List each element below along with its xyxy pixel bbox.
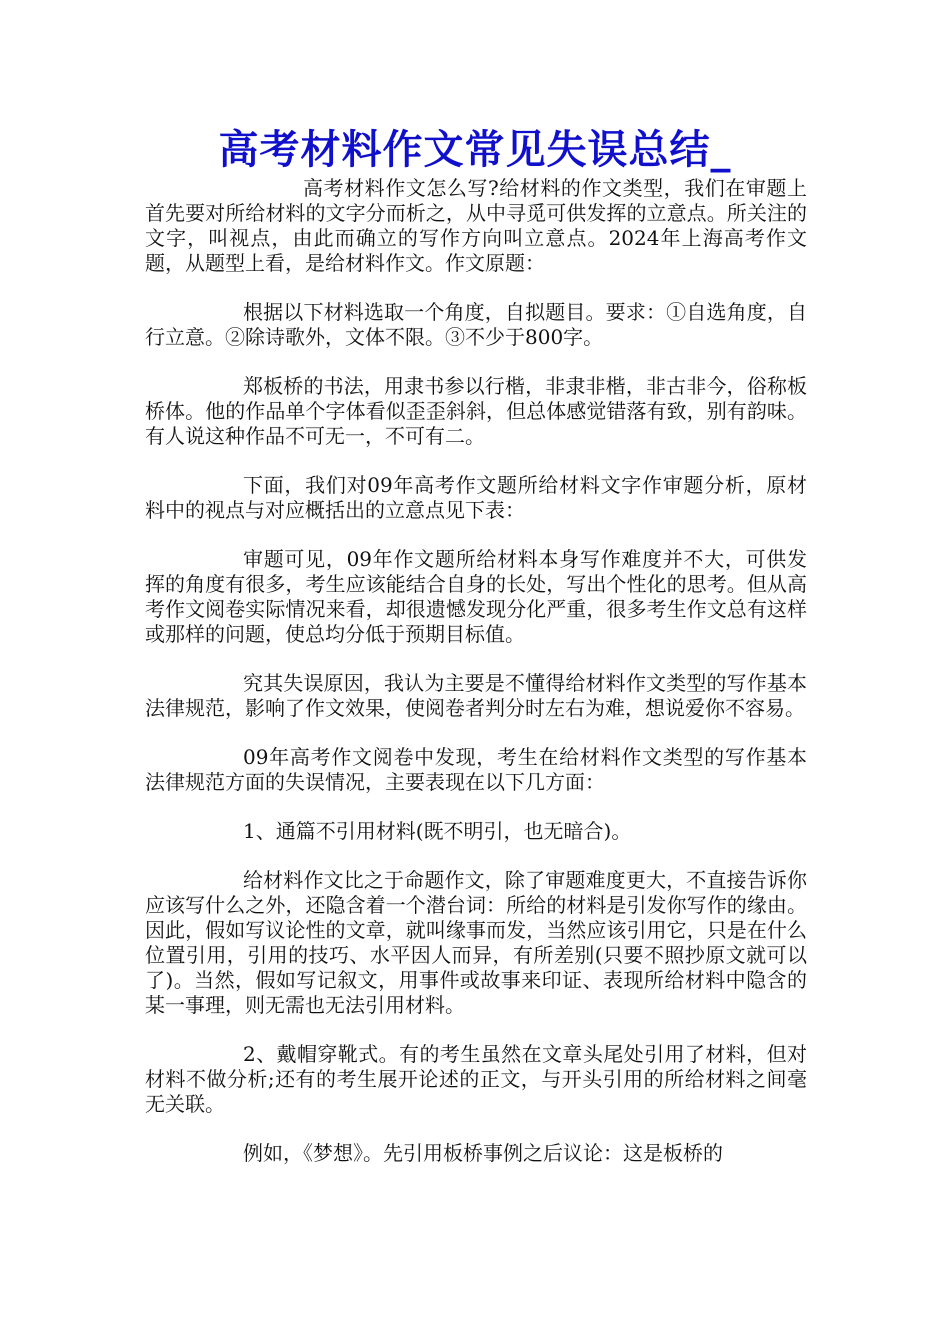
- paragraph-point-1: 1、通篇不引用材料(既不明引，也无暗合)。: [243, 819, 632, 843]
- paragraph-intro: 高考材料作文怎么写?给材料的作文类型，我们在审题上首先要对所给材料的文字分而析之，从中寻觅可供发挥的立意点。所关注的文字，叫视点，由此而确立的写作方向叫立意点。2024年上海高考作文题，从题型上看，是给材料作文。作文原题：: [145, 176, 807, 275]
- document-title: 高考材料作文常见失误总结_: [218, 126, 732, 173]
- paragraph-analysis-intro: 下面，我们对09年高考作文题所给材料文字作审题分析，原材料中的视点与对应概括出的立意点见下表：: [145, 473, 807, 522]
- paragraph-requirements: 根据以下材料选取一个角度，自拟题目。要求：①自选角度，自行立意。②除诗歌外，文体不限。③不少于800字。: [145, 300, 807, 349]
- paragraph-material: 郑板桥的书法，用隶书参以行楷，非隶非楷，非古非今，俗称板桥体。他的作品单个字体看似歪歪斜斜，但总体感觉错落有致，别有韵味。有人说这种作品不可无一，不可有二。: [145, 374, 807, 448]
- paragraph-findings: 09年高考作文阅卷中发现，考生在给材料作文类型的写作基本法律规范方面的失误情况，主要表现在以下几方面：: [145, 745, 807, 794]
- paragraph-example: 例如，《梦想》。先引用板桥事例之后议论：这是板桥的: [243, 1141, 723, 1165]
- paragraph-point-1-detail: 给材料作文比之于命题作文，除了审题难度更大，不直接告诉你应该写什么之外，还隐含着一个潜台词：所给的材料是引发你写作的缘由。因此，假如写议论性的文章，就叫缘事而发，当然应该引用它，只是在什么位置引用，引用的技巧、水平因人而异，有所差别(只要不照抄原文就可以了)。当然，假如写记叙文，用事件或故事来印证、表现所给材料中隐含的某一事理，则无需也无法引用材料。: [145, 868, 807, 1017]
- paragraph-reason: 究其失误原因，我认为主要是不懂得给材料作文类型的写作基本法律规范，影响了作文效果，使阅卷者判分时左右为难，想说爱你不容易。: [145, 671, 807, 720]
- document-body: [145, 176, 807, 1166]
- paragraph-point-2: 2、戴帽穿靴式。有的考生虽然在文章头尾处引用了材料，但对材料不做分析;还有的考生展开论述的正文，与开头引用的所给材料之间毫无关联。: [145, 1042, 807, 1116]
- paragraph-analysis: 审题可见，09年作文题所给材料本身写作难度并不大，可供发挥的角度有很多，考生应该能结合自身的长处，写出个性化的思考。但从高考作文阅卷实际情况来看，却很遗憾发现分化严重，很多考生作文总有这样或那样的问题，使总均分低于预期目标值。: [145, 547, 807, 646]
